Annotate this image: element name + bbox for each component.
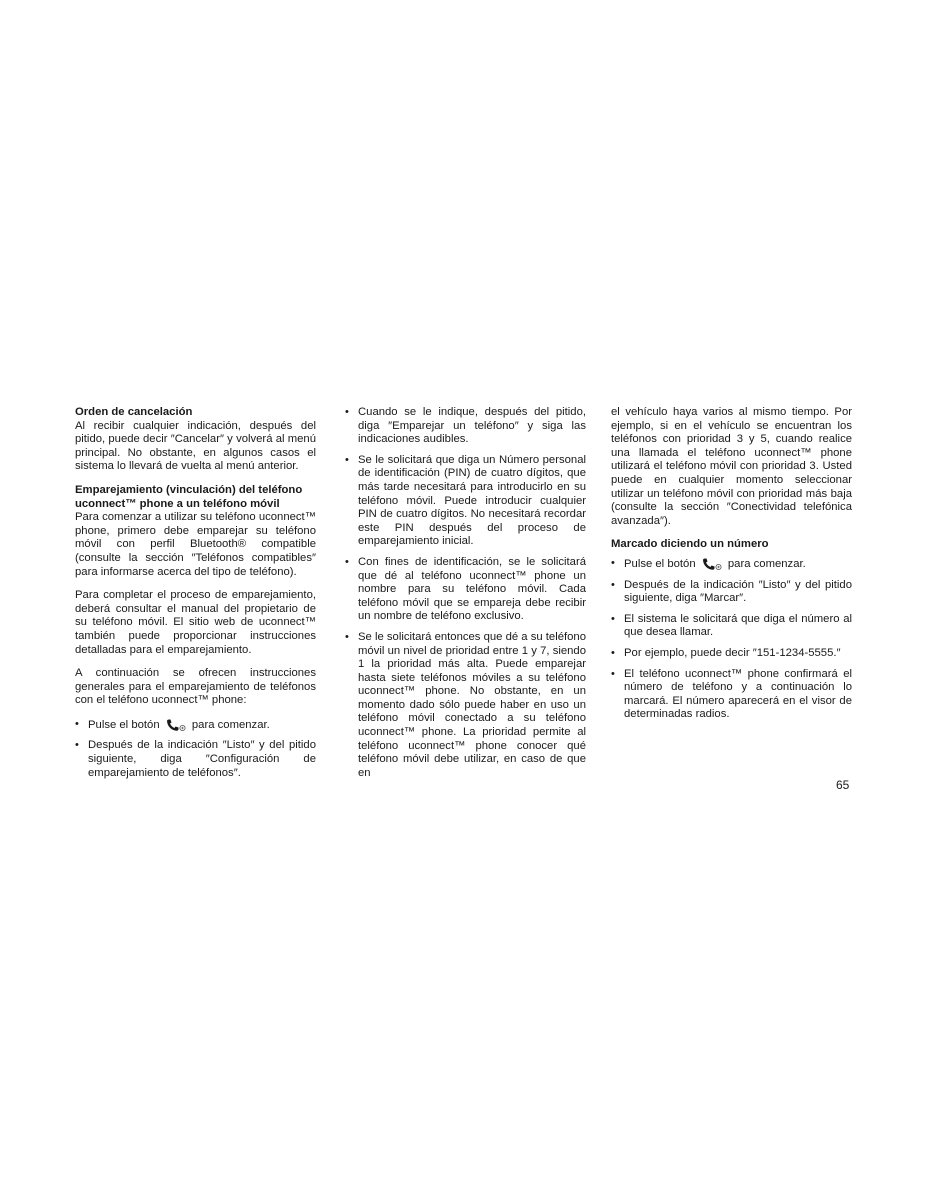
section-heading: Marcado diciendo un número — [611, 538, 769, 551]
section-heading-line2: uconnect™ phone a un teléfono móvil — [75, 497, 280, 510]
list-item-text: Se le solicitará que diga un Número personal de identificación (PIN) de cuatro dígitos, que más tarde necesitará para introducirlo en su teléfono móvil. Puede introducir cualquier PIN de cuatro dígitos. No necesitará recordar este PIN después del proceso de emparejamiento inicial. — [358, 453, 586, 548]
list-item-text: El sistema le solicitará que diga el número al que desea llamar. — [624, 612, 852, 639]
bullet-dot: • — [75, 717, 79, 730]
bullet-dot: • — [345, 555, 349, 568]
phone-voice-icon — [701, 557, 723, 571]
bullet-dot: • — [611, 612, 615, 625]
paragraph: Para completar el proceso de emparejamiento, deberá consultar el manual del propietario de su teléfono móvil. El sitio web de uconnect™ también puede proporcionar instrucciones detalladas para el emparejamiento. — [75, 589, 316, 656]
bullet-dot: • — [611, 667, 615, 680]
bullet-list — [345, 406, 586, 780]
list-item — [611, 668, 852, 722]
list-item-text: Pulse el botón — [624, 557, 696, 570]
list-item — [75, 718, 316, 733]
bullet-dot: • — [611, 646, 615, 659]
paragraph: Al recibir cualquier indicación, después del pitido, puede decir ″Cancelar″ y volverá al menú principal. No obstante, en algunos casos el sistema lo llevará de vuelta al menú anterior. — [75, 419, 316, 473]
list-item-text: Se le solicitará entonces que dé a su teléfono móvil un nivel de prioridad entre 1 y 7, siendo 1 la prioridad más alta. Puede emparejar hasta siete teléfonos móviles a su teléfono uconnect™ phone. No obstante, en un momento dado sólo puede haber en uso un teléfono móvil conectado a su teléfono uconnect™ phone. La prioridad permite al teléfono uconnect™ phone conocer qué teléfono móvil debe utilizar, en caso de que en — [358, 630, 586, 779]
list-item — [611, 579, 852, 606]
list-item-text: Con fines de identificación, se le solicitará que dé al teléfono uconnect™ phone un nombre para su teléfono móvil. Cada teléfono móvil que se empareja debe recibir un nombre de teléfono exclusivo. — [358, 555, 586, 623]
list-item-text: Por ejemplo, puede decir ″151-1234-5555.″ — [624, 646, 841, 659]
bullet-list — [611, 557, 852, 722]
section-heading-line1: Emparejamiento (vinculación) del teléfono — [75, 483, 303, 496]
list-item-text: para comenzar. — [727, 557, 806, 570]
list-item-text: para comenzar. — [191, 718, 270, 731]
column-middle — [345, 406, 586, 787]
list-item — [75, 739, 316, 780]
paragraph: Para comenzar a utilizar su teléfono uconnect™ phone, primero debe emparejar su teléfono móvil con perfil Bluetooth® compatible (consulte la sección ″Teléfonos compatibles″ para informarse acerca del tipo de teléfono). — [75, 511, 316, 578]
bullet-dot: • — [611, 578, 615, 591]
list-item-text: Pulse el botón — [88, 718, 160, 731]
bullet-dot: • — [345, 406, 349, 418]
bullet-dot: • — [611, 556, 615, 569]
column-right — [611, 406, 852, 729]
list-item-text: El teléfono uconnect™ phone confirmará el número de teléfono y a continuación lo marcará. El número aparecerá en el visor de determinadas radios. — [624, 667, 852, 721]
list-item — [611, 647, 852, 661]
bullet-dot: • — [75, 739, 79, 752]
paragraph: A continuación se ofrecen instrucciones generales para el emparejamiento de teléfonos con el teléfono uconnect™ phone: — [75, 667, 316, 707]
section-cancel-command — [75, 406, 316, 474]
list-item — [611, 613, 852, 640]
list-item — [611, 557, 852, 572]
section-pairing — [75, 484, 316, 579]
bullet-list — [75, 718, 316, 780]
page-number: 65 — [836, 778, 850, 792]
bullet-dot: • — [345, 630, 349, 643]
list-item-text: Después de la indicación ″Listo″ y del pitido siguiente, diga ″Configuración de emparejamiento de teléfonos″. — [88, 739, 316, 779]
list-item — [345, 454, 586, 549]
list-item — [345, 556, 586, 624]
phone-voice-icon — [165, 718, 187, 732]
bullet-dot: • — [345, 453, 349, 466]
column-left — [75, 406, 316, 787]
paragraph-continuation: el vehículo haya varios al mismo tiempo. Por ejemplo, si en el vehículo se encuentran los teléfonos con prioridad 3 y 5, cuando realice una llamada el teléfono uconnect™ phone utilizará el teléfono móvil con prioridad 3. Usted puede en cualquier momento seleccionar utilizar un teléfono móvil con prioridad más baja (consulte la sección ″Conectividad telefónica avanzada″). — [611, 406, 852, 527]
list-item-text: Cuando se le indique, después del pitido, diga ″Emparejar un teléfono″ y siga las indicaciones audibles. — [358, 406, 586, 446]
list-item — [345, 406, 586, 447]
section-heading: Orden de cancelación — [75, 406, 193, 418]
list-item — [345, 631, 586, 781]
list-item-text: Después de la indicación ″Listo″ y del pitido siguiente, diga ″Marcar″. — [624, 578, 852, 605]
